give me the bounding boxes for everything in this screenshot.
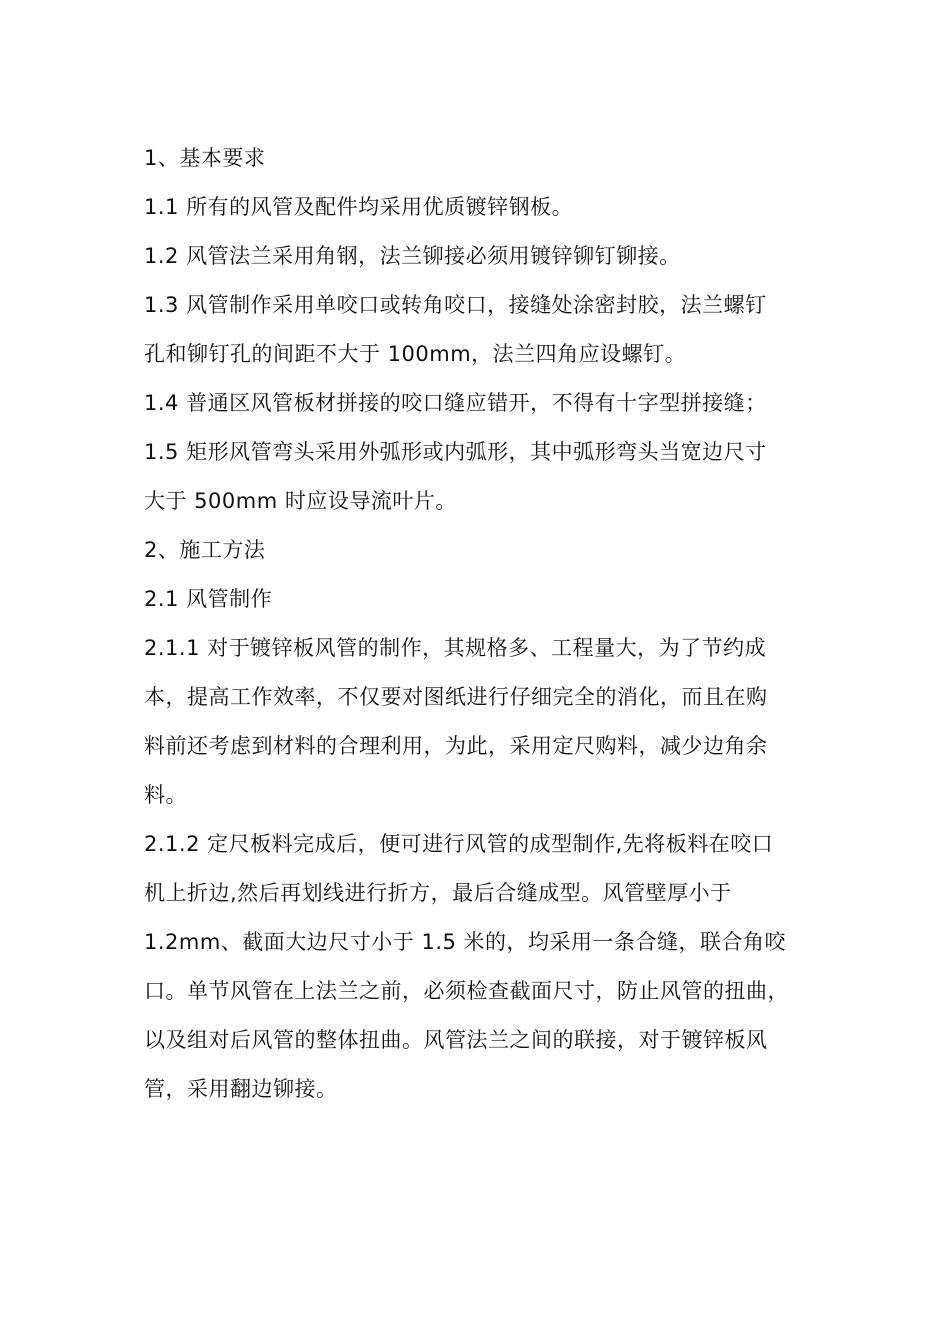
paragraph-line: 以及组对后风管的整体扭曲。风管法兰之间的联接，对于镀锌板风 (144, 1028, 768, 1052)
paragraph-line: 1.3 风管制作采用单咬口或转角咬口，接缝处涂密封胶，法兰螺钉 (144, 293, 767, 317)
section-heading-basic-requirements: 1、基本要求 (144, 146, 266, 170)
paragraph-line: 2.1.1 对于镀锌板风管的制作，其规格多、工程量大，为了节约成 (144, 636, 767, 660)
document-body (144, 134, 810, 1114)
paragraph-line: 2.1.2 定尺板料完成后，便可进行风管的成型制作,先将板料在咬口 (144, 832, 774, 856)
paragraph-line: 孔和铆钉孔的间距不大于 100mm，法兰四角应设螺钉。 (144, 342, 687, 366)
paragraph-line: 1.4 普通区风管板材拼接的咬口缝应错开，不得有十字型拼接缝； (144, 391, 767, 415)
paragraph-line: 大于 500mm 时应设导流叶片。 (144, 489, 457, 513)
paragraph-line: 料前还考虑到材料的合理利用，为此，采用定尺购料，减少边角余 (144, 734, 768, 758)
section-heading-construction-method: 2、施工方法 (144, 538, 266, 562)
paragraph-line: 本，提高工作效率，不仅要对图纸进行仔细完全的消化，而且在购 (144, 685, 768, 709)
paragraph-line: 1.1 所有的风管及配件均采用优质镀锌钢板。 (144, 195, 574, 219)
paragraph-line: 管，采用翻边铆接。 (144, 1077, 338, 1101)
paragraph-line: 1.5 矩形风管弯头采用外弧形或内弧形，其中弧形弯头当宽边尺寸 (144, 440, 767, 464)
subsection-heading-duct-fabrication: 2.1 风管制作 (144, 587, 273, 611)
paragraph-line: 1.2 风管法兰采用角钢，法兰铆接必须用镀锌铆钉铆接。 (144, 244, 681, 268)
paragraph-line: 口。单节风管在上法兰之前，必须检查截面尺寸，防止风管的扭曲， (144, 979, 789, 1003)
paragraph-line: 料。 (144, 783, 187, 807)
paragraph-line: 机上折边,然后再划线进行折方，最后合缝成型。风管壁厚小于 (144, 881, 732, 905)
paragraph-line: 1.2mm、截面大边尺寸小于 1.5 米的，均采用一条合缝，联合角咬 (144, 930, 787, 954)
